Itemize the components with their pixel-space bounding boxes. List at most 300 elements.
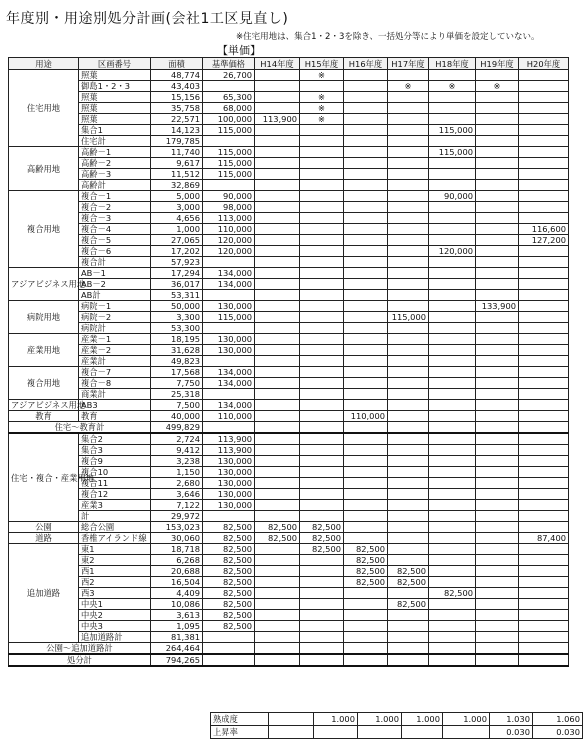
empty-cell xyxy=(519,654,569,666)
year-price-cell xyxy=(476,411,519,422)
year-price-cell xyxy=(300,411,344,422)
use-category: アジアビジネス用地 xyxy=(9,268,79,301)
table-row xyxy=(9,125,569,136)
year-price-cell xyxy=(388,588,429,599)
table-row xyxy=(9,224,569,235)
base-price-cell: 26,700 xyxy=(203,70,255,81)
plot-number: 病院－2 xyxy=(79,312,151,323)
year-price-cell xyxy=(344,533,388,544)
year-price-cell xyxy=(388,334,429,345)
year-price-cell xyxy=(255,411,300,422)
year-price-cell xyxy=(300,632,344,643)
year-price-cell xyxy=(300,378,344,389)
year-price-cell xyxy=(344,213,388,224)
plot-number: 複合－7 xyxy=(79,367,151,378)
year-price-cell xyxy=(429,345,476,356)
table-row xyxy=(9,422,569,434)
year-price-cell xyxy=(255,588,300,599)
plot-number: AB－2 xyxy=(79,279,151,290)
year-price-cell: 82,500 xyxy=(429,588,476,599)
year-price-cell: 116,600 xyxy=(519,224,569,235)
year-price-cell xyxy=(429,224,476,235)
base-price-cell: 130,000 xyxy=(203,467,255,478)
empty-cell xyxy=(344,654,388,666)
year-price-cell xyxy=(388,445,429,456)
year-price-cell xyxy=(388,544,429,555)
area-cell: 3,238 xyxy=(151,456,203,467)
year-price-cell: 82,500 xyxy=(344,566,388,577)
year-price-cell xyxy=(519,323,569,334)
area-cell: 50,000 xyxy=(151,301,203,312)
plot-number: 西1 xyxy=(79,566,151,577)
year-price-cell: 82,500 xyxy=(344,555,388,566)
table-row xyxy=(9,235,569,246)
year-price-cell xyxy=(429,334,476,345)
year-price-cell: ※ xyxy=(300,92,344,103)
footer-value xyxy=(402,726,443,739)
base-price-cell: 130,000 xyxy=(203,345,255,356)
base-price-cell: 113,000 xyxy=(203,213,255,224)
footer-value xyxy=(443,726,490,739)
year-price-cell xyxy=(519,433,569,445)
year-price-cell xyxy=(476,445,519,456)
base-price-cell: 120,000 xyxy=(203,235,255,246)
year-price-cell xyxy=(344,433,388,445)
plot-number: 香椎アイランド線 xyxy=(79,533,151,544)
year-price-cell xyxy=(255,235,300,246)
footer-value: 1.000 xyxy=(443,713,490,726)
column-header: H17年度 xyxy=(388,58,429,70)
year-price-cell xyxy=(255,544,300,555)
year-price-cell xyxy=(300,456,344,467)
year-price-cell xyxy=(255,610,300,621)
year-price-cell xyxy=(388,114,429,125)
year-price-cell xyxy=(429,213,476,224)
plot-number: 中央2 xyxy=(79,610,151,621)
empty-cell xyxy=(300,654,344,666)
year-price-cell xyxy=(429,610,476,621)
year-price-cell: 82,500 xyxy=(344,544,388,555)
year-price-cell xyxy=(344,378,388,389)
year-price-cell xyxy=(519,610,569,621)
year-price-cell xyxy=(388,533,429,544)
area-cell: 35,758 xyxy=(151,103,203,114)
plot-number: 産業－1 xyxy=(79,334,151,345)
use-category: 教育 xyxy=(9,411,79,422)
year-price-cell: 82,500 xyxy=(255,533,300,544)
year-price-cell xyxy=(300,489,344,500)
area-cell: 4,656 xyxy=(151,213,203,224)
base-price-cell: 82,500 xyxy=(203,555,255,566)
use-category: 住宅・複合・産業用地 xyxy=(9,433,79,522)
year-price-cell xyxy=(476,632,519,643)
base-price-cell xyxy=(203,136,255,147)
subtotal-label: 公園～追加道路計 xyxy=(9,643,151,655)
use-category: 病院用地 xyxy=(9,301,79,334)
year-price-cell xyxy=(476,500,519,511)
table-row xyxy=(9,257,569,268)
year-price-cell xyxy=(344,136,388,147)
use-category: アジアビジネス用地 xyxy=(9,400,79,411)
table-row xyxy=(9,356,569,367)
base-price-cell: 134,000 xyxy=(203,268,255,279)
footer-value xyxy=(358,726,402,739)
year-price-cell xyxy=(344,147,388,158)
year-price-cell xyxy=(255,323,300,334)
base-price-cell: 115,000 xyxy=(203,169,255,180)
year-price-cell xyxy=(519,511,569,522)
year-price-cell xyxy=(255,136,300,147)
year-price-cell xyxy=(519,301,569,312)
plot-number: 集合3 xyxy=(79,445,151,456)
use-category: 追加道路 xyxy=(9,544,79,643)
empty-cell xyxy=(429,654,476,666)
year-price-cell xyxy=(300,621,344,632)
plot-number: 照葉 xyxy=(79,114,151,125)
area-cell: 16,504 xyxy=(151,577,203,588)
year-price-cell: ※ xyxy=(300,70,344,81)
year-price-cell xyxy=(255,456,300,467)
year-price-cell xyxy=(344,356,388,367)
plot-number: 高齢－2 xyxy=(79,158,151,169)
year-price-cell: 82,500 xyxy=(388,599,429,610)
table-row xyxy=(9,81,569,92)
year-price-cell: 115,000 xyxy=(388,312,429,323)
year-price-cell xyxy=(344,92,388,103)
base-price-cell: 134,000 xyxy=(203,400,255,411)
year-price-cell xyxy=(255,632,300,643)
year-price-cell: 82,500 xyxy=(388,577,429,588)
plot-number: 追加道路計 xyxy=(79,632,151,643)
year-price-cell xyxy=(344,169,388,180)
year-price-cell: 110,000 xyxy=(344,411,388,422)
year-price-cell xyxy=(255,70,300,81)
table-row xyxy=(9,511,569,522)
area-cell: 4,409 xyxy=(151,588,203,599)
column-header: 用途 xyxy=(9,58,79,70)
base-price-cell: 82,500 xyxy=(203,588,255,599)
empty-cell xyxy=(476,654,519,666)
year-price-cell xyxy=(429,566,476,577)
table-row xyxy=(9,158,569,169)
base-price-cell: 65,300 xyxy=(203,92,255,103)
base-price-cell: 82,500 xyxy=(203,533,255,544)
area-cell: 57,923 xyxy=(151,257,203,268)
year-price-cell xyxy=(255,599,300,610)
year-price-cell xyxy=(255,81,300,92)
year-price-cell xyxy=(344,312,388,323)
year-price-cell xyxy=(344,224,388,235)
year-price-cell xyxy=(255,290,300,301)
year-price-cell xyxy=(519,191,569,202)
base-price-cell xyxy=(203,290,255,301)
year-price-cell xyxy=(519,445,569,456)
base-price-cell: 115,000 xyxy=(203,312,255,323)
empty-cell xyxy=(476,643,519,655)
year-price-cell xyxy=(300,213,344,224)
year-price-cell xyxy=(476,235,519,246)
year-price-cell xyxy=(388,522,429,533)
column-header: H18年度 xyxy=(429,58,476,70)
plot-number: 中央1 xyxy=(79,599,151,610)
table-row xyxy=(9,632,569,643)
year-price-cell: 115,000 xyxy=(429,147,476,158)
empty-cell xyxy=(300,422,344,434)
year-price-cell xyxy=(388,367,429,378)
year-price-cell xyxy=(344,257,388,268)
year-price-cell xyxy=(429,235,476,246)
year-price-cell xyxy=(388,301,429,312)
year-price-cell xyxy=(476,522,519,533)
year-price-cell xyxy=(476,180,519,191)
base-price-cell xyxy=(203,511,255,522)
area-cell: 15,156 xyxy=(151,92,203,103)
year-price-cell xyxy=(429,467,476,478)
year-price-cell xyxy=(300,169,344,180)
year-price-cell xyxy=(476,378,519,389)
plot-number: 複合－3 xyxy=(79,213,151,224)
plot-number: 複合9 xyxy=(79,456,151,467)
plot-number: 教育 xyxy=(79,411,151,422)
column-header: H16年度 xyxy=(344,58,388,70)
year-price-cell: 113,900 xyxy=(255,114,300,125)
empty-cell xyxy=(255,654,300,666)
footer-value xyxy=(269,713,314,726)
year-price-cell xyxy=(476,511,519,522)
year-price-cell xyxy=(476,169,519,180)
year-price-cell xyxy=(476,433,519,445)
footer-table xyxy=(210,712,583,739)
year-price-cell xyxy=(388,356,429,367)
year-price-cell xyxy=(429,389,476,400)
base-price-cell: 110,000 xyxy=(203,224,255,235)
year-price-cell xyxy=(519,411,569,422)
plot-number: 照葉 xyxy=(79,70,151,81)
empty-cell xyxy=(203,643,255,655)
base-price-cell: 115,000 xyxy=(203,158,255,169)
year-price-cell xyxy=(429,180,476,191)
base-price-cell: 134,000 xyxy=(203,378,255,389)
empty-cell xyxy=(255,422,300,434)
year-price-cell xyxy=(476,114,519,125)
table-header-row xyxy=(9,58,569,70)
base-price-cell: 130,000 xyxy=(203,500,255,511)
area-cell: 27,065 xyxy=(151,235,203,246)
year-price-cell xyxy=(344,268,388,279)
area-cell: 17,294 xyxy=(151,268,203,279)
year-price-cell xyxy=(388,125,429,136)
table-row xyxy=(9,467,569,478)
year-price-cell xyxy=(255,500,300,511)
year-price-cell xyxy=(344,191,388,202)
base-price-cell: 130,000 xyxy=(203,301,255,312)
base-price-cell: 113,900 xyxy=(203,433,255,445)
footer-value: 1.000 xyxy=(314,713,358,726)
empty-cell xyxy=(429,422,476,434)
year-price-cell xyxy=(388,621,429,632)
base-price-cell xyxy=(203,389,255,400)
year-price-cell xyxy=(519,345,569,356)
plot-number: 住宅計 xyxy=(79,136,151,147)
year-price-cell xyxy=(429,323,476,334)
empty-cell xyxy=(519,422,569,434)
empty-cell xyxy=(203,654,255,666)
year-price-cell xyxy=(388,180,429,191)
plot-number: AB－1 xyxy=(79,268,151,279)
plot-number: 高齢－1 xyxy=(79,147,151,158)
table-row xyxy=(9,599,569,610)
year-price-cell xyxy=(519,279,569,290)
year-price-cell xyxy=(476,621,519,632)
area-cell: 53,300 xyxy=(151,323,203,334)
area-cell: 153,023 xyxy=(151,522,203,533)
year-price-cell: 82,500 xyxy=(344,577,388,588)
year-price-cell xyxy=(519,456,569,467)
area-cell: 29,972 xyxy=(151,511,203,522)
year-price-cell xyxy=(300,555,344,566)
base-price-cell: 90,000 xyxy=(203,191,255,202)
year-price-cell xyxy=(476,136,519,147)
table-row xyxy=(9,202,569,213)
table-row xyxy=(9,433,569,445)
area-cell: 7,122 xyxy=(151,500,203,511)
table-row xyxy=(9,246,569,257)
year-price-cell xyxy=(519,555,569,566)
year-price-cell xyxy=(519,632,569,643)
year-price-cell xyxy=(388,147,429,158)
year-price-cell xyxy=(476,345,519,356)
area-cell: 1,150 xyxy=(151,467,203,478)
year-price-cell xyxy=(388,456,429,467)
year-price-cell: 133,900 xyxy=(476,301,519,312)
base-price-cell: 130,000 xyxy=(203,478,255,489)
year-price-cell xyxy=(429,478,476,489)
area-cell: 1,095 xyxy=(151,621,203,632)
area-cell: 3,646 xyxy=(151,489,203,500)
plot-number: 産業3 xyxy=(79,500,151,511)
year-price-cell xyxy=(429,456,476,467)
year-price-cell xyxy=(344,500,388,511)
year-price-cell xyxy=(388,555,429,566)
year-price-cell xyxy=(388,511,429,522)
year-price-cell xyxy=(344,279,388,290)
area-cell: 794,265 xyxy=(151,654,203,666)
year-price-cell xyxy=(519,467,569,478)
plot-number: 集合1 xyxy=(79,125,151,136)
year-price-cell: 82,500 xyxy=(255,522,300,533)
base-price-cell: 82,500 xyxy=(203,577,255,588)
year-price-cell xyxy=(519,367,569,378)
year-price-cell xyxy=(300,301,344,312)
area-cell: 179,785 xyxy=(151,136,203,147)
table-row xyxy=(9,103,569,114)
table-row xyxy=(9,588,569,599)
area-cell: 7,500 xyxy=(151,400,203,411)
year-price-cell xyxy=(344,478,388,489)
base-price-cell: 130,000 xyxy=(203,334,255,345)
year-price-cell xyxy=(300,323,344,334)
year-price-cell xyxy=(388,411,429,422)
year-price-cell: ※ xyxy=(300,114,344,125)
year-price-cell xyxy=(429,202,476,213)
year-price-cell xyxy=(388,433,429,445)
year-price-cell xyxy=(519,577,569,588)
area-cell: 11,740 xyxy=(151,147,203,158)
empty-cell xyxy=(519,643,569,655)
year-price-cell xyxy=(476,147,519,158)
year-price-cell xyxy=(300,125,344,136)
base-price-cell: 134,000 xyxy=(203,279,255,290)
year-price-cell xyxy=(344,334,388,345)
base-price-cell: 82,500 xyxy=(203,621,255,632)
year-price-cell: 82,500 xyxy=(300,544,344,555)
year-price-cell xyxy=(255,92,300,103)
year-price-cell xyxy=(344,103,388,114)
year-price-cell xyxy=(255,378,300,389)
year-price-cell xyxy=(300,224,344,235)
year-price-cell xyxy=(255,191,300,202)
year-price-cell xyxy=(476,489,519,500)
year-price-cell xyxy=(519,489,569,500)
table-row xyxy=(9,301,569,312)
year-price-cell xyxy=(476,70,519,81)
subtotal-label: 住宅～教育計 xyxy=(9,422,151,434)
year-price-cell xyxy=(429,489,476,500)
year-price-cell xyxy=(300,367,344,378)
table-row xyxy=(9,323,569,334)
year-price-cell xyxy=(300,445,344,456)
footer-value: 0.030 xyxy=(533,726,583,739)
year-price-cell xyxy=(300,500,344,511)
year-price-cell xyxy=(300,191,344,202)
table-row xyxy=(9,533,569,544)
year-price-cell xyxy=(429,577,476,588)
area-cell: 17,568 xyxy=(151,367,203,378)
area-cell: 25,318 xyxy=(151,389,203,400)
year-price-cell xyxy=(388,70,429,81)
year-price-cell xyxy=(388,323,429,334)
year-price-cell xyxy=(476,456,519,467)
use-category: 高齢用地 xyxy=(9,147,79,191)
year-price-cell xyxy=(300,235,344,246)
table-row xyxy=(9,136,569,147)
area-cell: 43,403 xyxy=(151,81,203,92)
year-price-cell xyxy=(429,103,476,114)
year-price-cell xyxy=(344,70,388,81)
use-category: 産業用地 xyxy=(9,334,79,367)
year-price-cell xyxy=(519,478,569,489)
footer-value: 1.000 xyxy=(402,713,443,726)
year-price-cell xyxy=(300,345,344,356)
year-price-cell xyxy=(255,312,300,323)
base-price-cell: 82,500 xyxy=(203,544,255,555)
year-price-cell xyxy=(519,213,569,224)
area-cell: 5,000 xyxy=(151,191,203,202)
year-price-cell xyxy=(344,202,388,213)
year-price-cell xyxy=(255,621,300,632)
year-price-cell xyxy=(429,257,476,268)
year-price-cell xyxy=(344,588,388,599)
year-price-cell xyxy=(300,610,344,621)
base-price-cell: 120,000 xyxy=(203,246,255,257)
area-cell: 49,823 xyxy=(151,356,203,367)
year-price-cell xyxy=(519,312,569,323)
plot-number: 照葉 xyxy=(79,103,151,114)
year-price-cell xyxy=(344,522,388,533)
year-price-cell xyxy=(300,136,344,147)
year-price-cell xyxy=(255,158,300,169)
table-row xyxy=(9,367,569,378)
